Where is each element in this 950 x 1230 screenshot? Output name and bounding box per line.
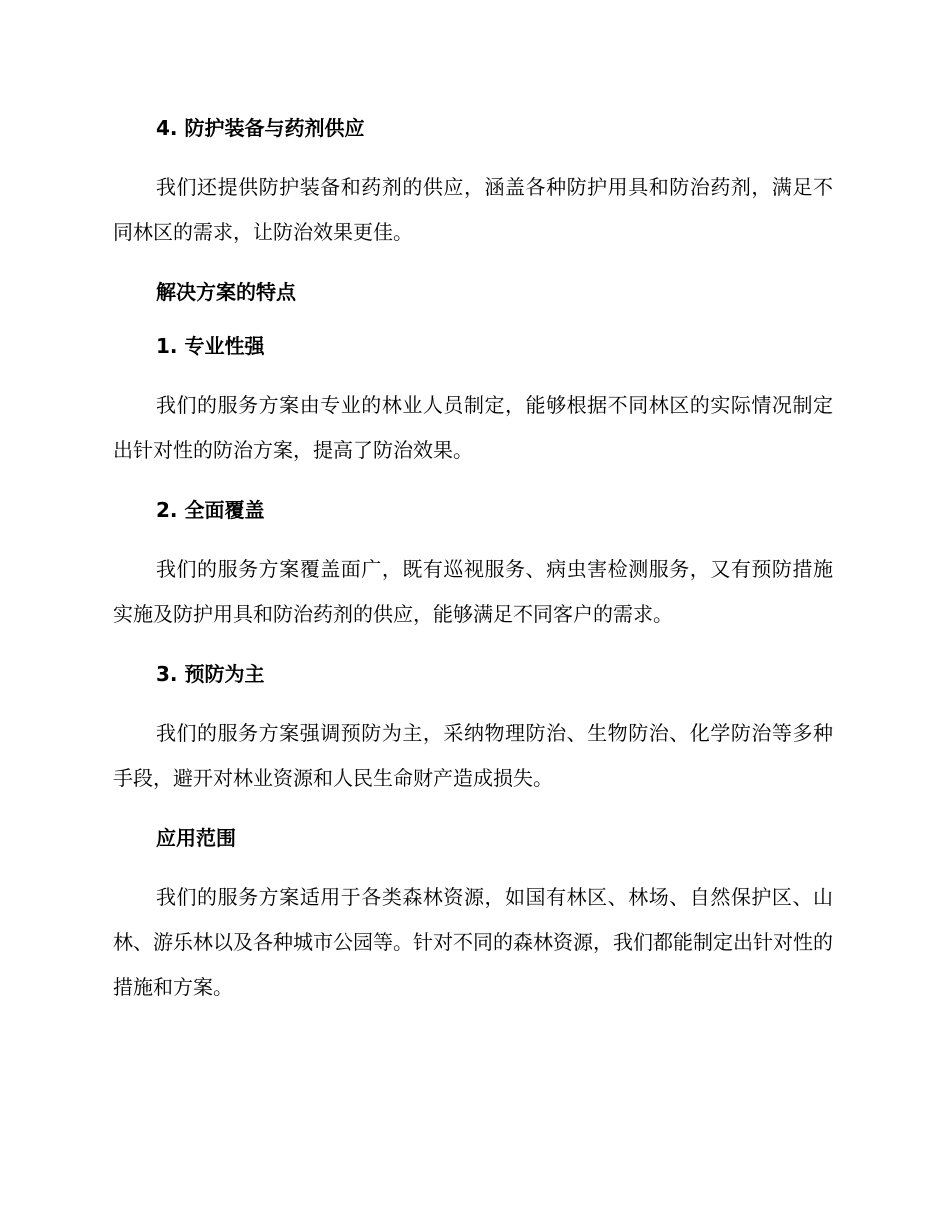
paragraph-full-coverage: 我们的服务方案覆盖面广，既有巡视服务、病虫害检测服务，又有预防措施实施及防护用具和防治药剂的供应，能够满足不同客户的需求。	[113, 557, 833, 626]
section-heading-solution-features: 解决方案的特点	[156, 280, 296, 304]
document-page	[113, 111, 833, 1010]
paragraph-protective-supply: 我们还提供防护装备和药剂的供应，涵盖各种防护用具和防治药剂，满足不同林区的需求，让防治效果更佳。	[113, 175, 833, 244]
paragraph-application-scope: 我们的服务方案适用于各类森林资源，如国有林区、林场、自然保护区、山林、游乐林以及各种城市公园等。针对不同的森林资源，我们都能制定出针对性的措施和方案。	[113, 885, 833, 999]
section-heading-protective-supply: 4. 防护装备与药剂供应	[156, 116, 365, 140]
section-heading-professional: 1. 专业性强	[156, 334, 265, 358]
section-heading-prevention-first: 3. 预防为主	[156, 662, 265, 686]
section-heading-application-scope: 应用范围	[156, 826, 236, 850]
section-heading-full-coverage: 2. 全面覆盖	[156, 498, 265, 522]
paragraph-prevention-first: 我们的服务方案强调预防为主，采纳物理防治、生物防治、化学防治等多种手段，避开对林业资源和人民生命财产造成损失。	[113, 721, 833, 790]
paragraph-professional: 我们的服务方案由专业的林业人员制定，能够根据不同林区的实际情况制定出针对性的防治方案，提高了防治效果。	[113, 393, 833, 462]
